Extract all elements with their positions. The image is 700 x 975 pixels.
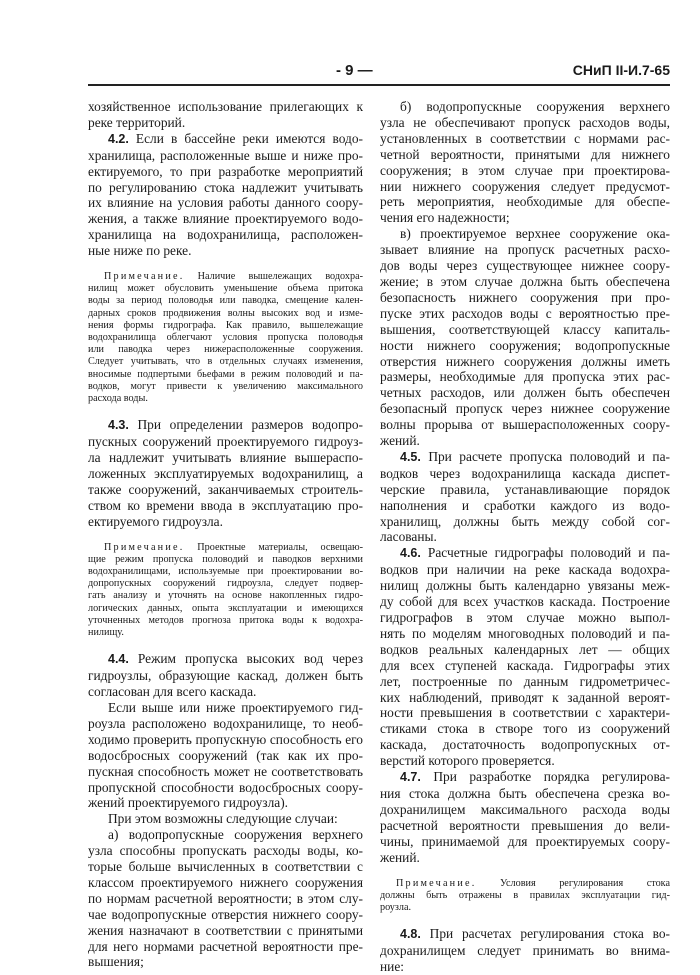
line-text: ду собой для всех участков каскада. Построение — [380, 594, 670, 610]
text-line — [88, 180, 363, 196]
line-text: дохранилищем максимального расхода воды — [380, 801, 670, 817]
text-line — [380, 242, 670, 258]
line-text: реть мероприятия, необходимые для обеспе- — [380, 194, 670, 210]
text-line — [88, 780, 363, 796]
line-text: водохранилищами, используемые при проектировании во- — [88, 566, 363, 578]
line-text: Наличие вышележащих водохра- — [184, 271, 363, 283]
text-line — [380, 385, 670, 401]
text-line — [88, 148, 363, 164]
line-text: водков через водохранилища каскада диспет- — [380, 465, 670, 481]
line-text: Если в бассейне реки имеются водо- — [128, 130, 363, 146]
line-text: наполнения и сработки каждого из водо- — [380, 497, 670, 513]
line-text: роузла расположено водохранилище, то необ- — [88, 715, 363, 731]
line-text: При определении размеров водопро- — [128, 417, 363, 433]
line-text: нилищу. — [88, 627, 124, 639]
line-text: нения формы гидрографа. Как правило, вышележащие — [88, 319, 363, 331]
line-text: вышения, соответствующей классу капиталь- — [380, 321, 670, 337]
text-line — [88, 566, 363, 578]
text-line — [88, 732, 363, 748]
text-line — [88, 615, 363, 627]
text-line — [88, 393, 363, 405]
line-text: щие режим пропуска половодий и паводков верхними — [88, 553, 363, 565]
text-line — [380, 802, 670, 818]
text-line — [380, 658, 670, 674]
line-text: ности превышения в соответствии с характери- — [380, 705, 670, 721]
line-text: воды за период половодья или паводка, смещение кален- — [88, 295, 363, 307]
line-text: ности нижнего сооружения; водопропускные — [380, 337, 670, 353]
text-line — [380, 338, 670, 354]
text-line — [88, 195, 363, 211]
text-line — [88, 482, 363, 498]
text-line — [380, 322, 670, 338]
right-column — [380, 99, 670, 975]
line-text: согласован для всего каскада. — [88, 684, 257, 700]
line-text: а) водопропускные сооружения верхнего — [108, 827, 363, 843]
line-text: расчетной вероятности превышения до вели- — [380, 817, 670, 833]
paragraph — [88, 700, 363, 811]
text-line — [380, 449, 670, 466]
text-line — [88, 859, 363, 875]
line-text: водков реальных календарных лет — общих — [380, 641, 670, 657]
text-line — [380, 769, 670, 786]
line-text: логических данных, опыта эксплуатации и имеющихся — [88, 602, 363, 614]
text-line — [88, 450, 363, 466]
text-line — [88, 498, 363, 514]
line-text: ла надлежит учитывать влияние вышераспо- — [88, 450, 363, 466]
text-line — [380, 902, 670, 914]
text-line — [88, 891, 363, 907]
line-text: ния стока должна быть обеспечена срезка во- — [380, 785, 670, 801]
note-block — [88, 542, 363, 640]
page-number: - 9 — — [336, 62, 373, 79]
line-text: хозяйственное использование прилегающих к — [88, 99, 363, 114]
text-line — [88, 308, 363, 320]
text-line — [88, 627, 363, 639]
line-text: ные ниже по реке. — [88, 243, 192, 259]
text-line — [88, 514, 363, 530]
text-line — [88, 603, 363, 615]
line-text: гать анализу и уточнять на основе накопленных гидро- — [88, 590, 363, 602]
line-text: по нормам расчетной вероятности; в этом слу- — [88, 890, 363, 906]
line-text: безопасность нижнего сооружения при про- — [380, 289, 670, 305]
clause-4-4 — [88, 651, 363, 700]
line-text: также сооружений, заканчиваемых строитель- — [88, 481, 363, 497]
line-text: хранилища, расположенные выше и ниже про- — [88, 147, 363, 163]
paragraph — [88, 811, 363, 827]
clause-number: 4.2. — [108, 131, 129, 146]
line-text: хранилища на водохранилища, расположен- — [88, 227, 363, 243]
text-line — [88, 211, 363, 227]
line-text: чения его надежности; — [380, 210, 510, 226]
line-text: вносимые подпертыми бьефами в режим половодий и па- — [88, 368, 363, 380]
line-text: жений. — [380, 849, 420, 865]
text-line — [88, 843, 363, 859]
line-text: ложенных эксплуатируемых водохранилищ, а — [88, 466, 363, 482]
text-line — [88, 295, 363, 307]
line-text: узла способны пропускать расходы воды, ко- — [88, 843, 363, 859]
text-line — [380, 354, 670, 370]
clause-number: 4.6. — [400, 546, 421, 561]
line-text: сооружения; в этом случае при проектирова- — [380, 162, 670, 178]
text-line — [380, 163, 670, 179]
text-line — [88, 716, 363, 732]
line-text: лет, построенные по данным гидрометричес- — [380, 673, 670, 689]
text-line — [380, 786, 670, 802]
line-text: черские правила, устанавливающие порядок — [380, 481, 670, 497]
line-text: безопасный пропуск через нижнее сооружение — [380, 401, 670, 417]
clause-4-6 — [380, 545, 670, 769]
line-text: установленных в соответствии с нормами рас- — [380, 130, 670, 146]
line-text: ние: — [380, 958, 404, 974]
note-block — [380, 878, 670, 915]
text-line — [380, 131, 670, 147]
line-text: узла не обеспечивают пропуск расходов воды, — [380, 114, 670, 130]
line-text: отверстия нижнего сооружения должны иметь — [380, 353, 670, 369]
text-line — [380, 737, 670, 753]
text-line — [88, 827, 363, 843]
line-text: При расчетах регулирования стока во- — [420, 926, 670, 942]
text-line — [88, 99, 363, 115]
clause-4-8 — [380, 926, 670, 975]
text-line — [380, 562, 670, 578]
line-text: При расчете пропуска половодий и па- — [420, 448, 670, 464]
text-line — [380, 498, 670, 514]
line-text: ласованы. — [380, 529, 437, 545]
line-text: каскада, достаточность водопропускных от- — [380, 737, 670, 753]
note-block — [88, 271, 363, 405]
text-line — [88, 554, 363, 566]
text-line — [380, 626, 670, 642]
header-rule — [88, 84, 670, 86]
clause-number: 4.8. — [400, 927, 421, 942]
text-line — [380, 834, 670, 850]
text-line — [380, 578, 670, 594]
line-text: верстий которого проверяется. — [380, 753, 555, 769]
line-text: жений. — [380, 433, 420, 449]
text-line — [380, 850, 670, 866]
line-text: При этом возможны следующие случаи: — [108, 811, 338, 827]
text-line — [380, 482, 670, 498]
left-column — [88, 99, 363, 970]
line-text: жений проектируемого гидроузла). — [88, 795, 288, 811]
line-text: расхода воды. — [88, 393, 148, 405]
text-line — [88, 164, 363, 180]
line-text: нять по моделям многоводных половодий и па- — [380, 625, 670, 641]
line-text: или паводка через нижерасположенные сооружения. — [88, 344, 363, 356]
text-line — [88, 320, 363, 332]
text-line — [380, 147, 670, 163]
text-line — [88, 417, 363, 434]
line-text: для всех ступеней каскада. Гидрографы этих — [380, 657, 670, 673]
text-line — [380, 890, 670, 902]
line-text: уточненных методов прогноза притока воды к водохра- — [88, 614, 363, 626]
text-line — [380, 115, 670, 131]
text-line — [88, 651, 363, 668]
note-label: Примечание. — [396, 877, 477, 889]
line-text: классом проектируемого нижнего сооружения — [88, 874, 363, 890]
line-text: Если выше или ниже проектируемого гид- — [108, 699, 363, 715]
text-line — [88, 811, 363, 827]
clause-4-5 — [380, 449, 670, 545]
text-line — [88, 227, 363, 243]
clause-4-2 — [88, 131, 363, 259]
text-line — [380, 545, 670, 562]
line-text: пуске этих расходов воды с вероятностью пре- — [380, 305, 670, 321]
line-text: дов воды через существующее нижнее соору- — [380, 258, 670, 274]
text-line — [380, 433, 670, 449]
clause-number: 4.3. — [108, 418, 129, 433]
line-text: торые больше вычисленных в соответствии с — [88, 859, 363, 875]
text-line — [88, 466, 363, 482]
line-text: дохранилищем следует принимать во внима- — [380, 943, 670, 959]
text-line — [88, 344, 363, 356]
paragraph — [88, 99, 363, 131]
text-line — [380, 529, 670, 545]
line-text: реке территорий. — [88, 114, 186, 130]
text-line — [380, 943, 670, 959]
line-text: размеры, необходимые для пропуска этих рас- — [380, 369, 670, 385]
text-line — [380, 818, 670, 834]
paragraph — [380, 226, 670, 449]
paragraph — [88, 827, 363, 970]
text-line — [380, 926, 670, 943]
text-line — [380, 417, 670, 433]
line-text: Проектные материалы, освещаю- — [184, 541, 363, 553]
text-line — [380, 306, 670, 322]
text-line — [88, 764, 363, 780]
line-text: Расчетные гидрографы половодий и па- — [420, 545, 670, 561]
line-text: гидрографов в этом случае можно выпол- — [380, 610, 670, 625]
text-line — [88, 356, 363, 368]
line-text: водков при наличии на реке каскада водохра- — [380, 562, 670, 578]
text-line — [380, 514, 670, 530]
line-text: для него нормами расчетной вероятности пре- — [88, 938, 363, 954]
text-line — [380, 274, 670, 290]
line-text: чае водопропускные отверстия нижнего соору- — [88, 906, 363, 922]
clause-4-7 — [380, 769, 670, 865]
text-line — [380, 642, 670, 658]
page-header — [88, 60, 670, 82]
text-line — [88, 748, 363, 764]
text-line — [88, 369, 363, 381]
text-line — [88, 684, 363, 700]
line-text: ких наблюдений, приводят к заданной вероят- — [380, 689, 670, 705]
line-text: должны быть отражены в правилах эксплуатации гид- — [380, 889, 670, 901]
text-line — [380, 258, 670, 274]
text-line — [380, 179, 670, 195]
text-line — [380, 466, 670, 482]
line-text: ектируемого, то при разработке мероприятий — [88, 163, 363, 179]
text-line — [88, 795, 363, 811]
line-text: допропускных сооружений гидроузла, следует подвер- — [88, 578, 363, 590]
text-line — [88, 542, 363, 554]
line-text: Режим пропуска высоких вод через — [128, 651, 363, 667]
line-text: Условия регулирования стока — [476, 877, 670, 889]
line-text: ходимо проверить пропускную способность его — [88, 731, 363, 747]
line-text: зывает влияние на пропуск расчетных расхо- — [380, 242, 670, 258]
line-text: гидроузлы, образующие каскад, должен быть — [88, 668, 363, 684]
text-line — [88, 243, 363, 259]
note-label: Примечание. — [104, 271, 185, 283]
text-line — [380, 369, 670, 385]
text-line — [88, 700, 363, 716]
line-text: водохранилища облегчают условия пропуска половодья — [88, 332, 363, 344]
text-line — [88, 283, 363, 295]
text-line — [88, 668, 363, 684]
note-label: Примечание. — [104, 541, 185, 553]
line-text: по регулированию стока надлежит учитывать — [88, 179, 363, 195]
line-text: жения, а также влияние проектируемого водо- — [88, 211, 363, 227]
line-text: четных расходов, или должен быть обеспечен — [380, 385, 670, 401]
line-text: стиками стока в створе того из сооружений — [380, 721, 670, 737]
document-code: СНиП II-И.7-65 — [572, 62, 670, 78]
text-line — [380, 610, 670, 626]
line-text: ектируемого гидроузла. — [88, 513, 223, 529]
text-line — [380, 705, 670, 721]
text-line — [380, 959, 670, 975]
line-text: При разработке порядка регулирова- — [420, 769, 670, 785]
text-line — [88, 954, 363, 970]
line-text: их влияние на условия работы данного соору- — [88, 195, 363, 211]
text-line — [380, 674, 670, 690]
line-text: волны прорыва от вышерасположенных соору- — [380, 417, 670, 433]
text-line — [380, 401, 670, 417]
line-text: Следует учитывать, что в отдельных случаях изменения, — [88, 356, 363, 368]
text-line — [88, 907, 363, 923]
line-text: ством ко времени ввода в эксплуатацию про- — [88, 497, 363, 513]
text-line — [88, 590, 363, 602]
text-line — [380, 210, 670, 226]
text-line — [380, 226, 670, 242]
paragraph — [380, 99, 670, 226]
line-text: водков, могут привести к увеличению максимального — [88, 380, 363, 392]
line-text: роузла. — [380, 901, 412, 913]
clause-4-3 — [88, 417, 363, 529]
text-line — [88, 381, 363, 393]
line-text: четной вероятности, принятыми для нижнего — [380, 146, 670, 162]
line-text: нии нижнего сооружения следует предусмот- — [380, 178, 670, 194]
text-line — [88, 271, 363, 283]
text-line — [380, 721, 670, 737]
text-line — [88, 115, 363, 131]
line-text: чины, принимаемой для проектируемых соору- — [380, 833, 670, 849]
line-text: дарных сроков продвижения волны высоких вод и изме- — [88, 307, 363, 319]
clause-number: 4.4. — [108, 652, 129, 667]
line-text: жения назначают в соответствии с принятыми — [88, 922, 363, 938]
text-line — [88, 875, 363, 891]
text-line — [88, 332, 363, 344]
line-text: пускная способность может не соответствовать — [88, 763, 363, 779]
text-line — [380, 594, 670, 610]
clause-number: 4.5. — [400, 449, 421, 464]
line-text: вышения; — [88, 954, 144, 970]
text-line — [88, 131, 363, 148]
text-line — [380, 99, 670, 115]
text-line — [88, 939, 363, 955]
text-line — [380, 753, 670, 769]
line-text: б) водопропускные сооружения верхнего — [400, 99, 670, 114]
text-line — [88, 434, 363, 450]
line-text: нилищ может обусловить уменьшение объема притока — [88, 283, 363, 295]
text-line — [380, 194, 670, 210]
text-line — [380, 690, 670, 706]
text-line — [380, 290, 670, 306]
line-text: нилищ должны быть календарно увязаны меж- — [380, 578, 670, 594]
clause-number: 4.7. — [400, 770, 421, 785]
line-text: водосбросных сооружений (так как их про- — [88, 747, 363, 763]
line-text: пускных сооружений проектируемого гидроуз- — [88, 434, 363, 450]
text-line — [88, 578, 363, 590]
line-text: жение; в этом случае должна быть обеспечена — [380, 273, 670, 289]
text-line — [88, 923, 363, 939]
line-text: пропускной способности водосбросных соору- — [88, 779, 363, 795]
line-text: в) проектируемое верхнее сооружение ока- — [400, 226, 670, 242]
line-text: хранилищ, должны быть между собой сог- — [380, 513, 670, 529]
